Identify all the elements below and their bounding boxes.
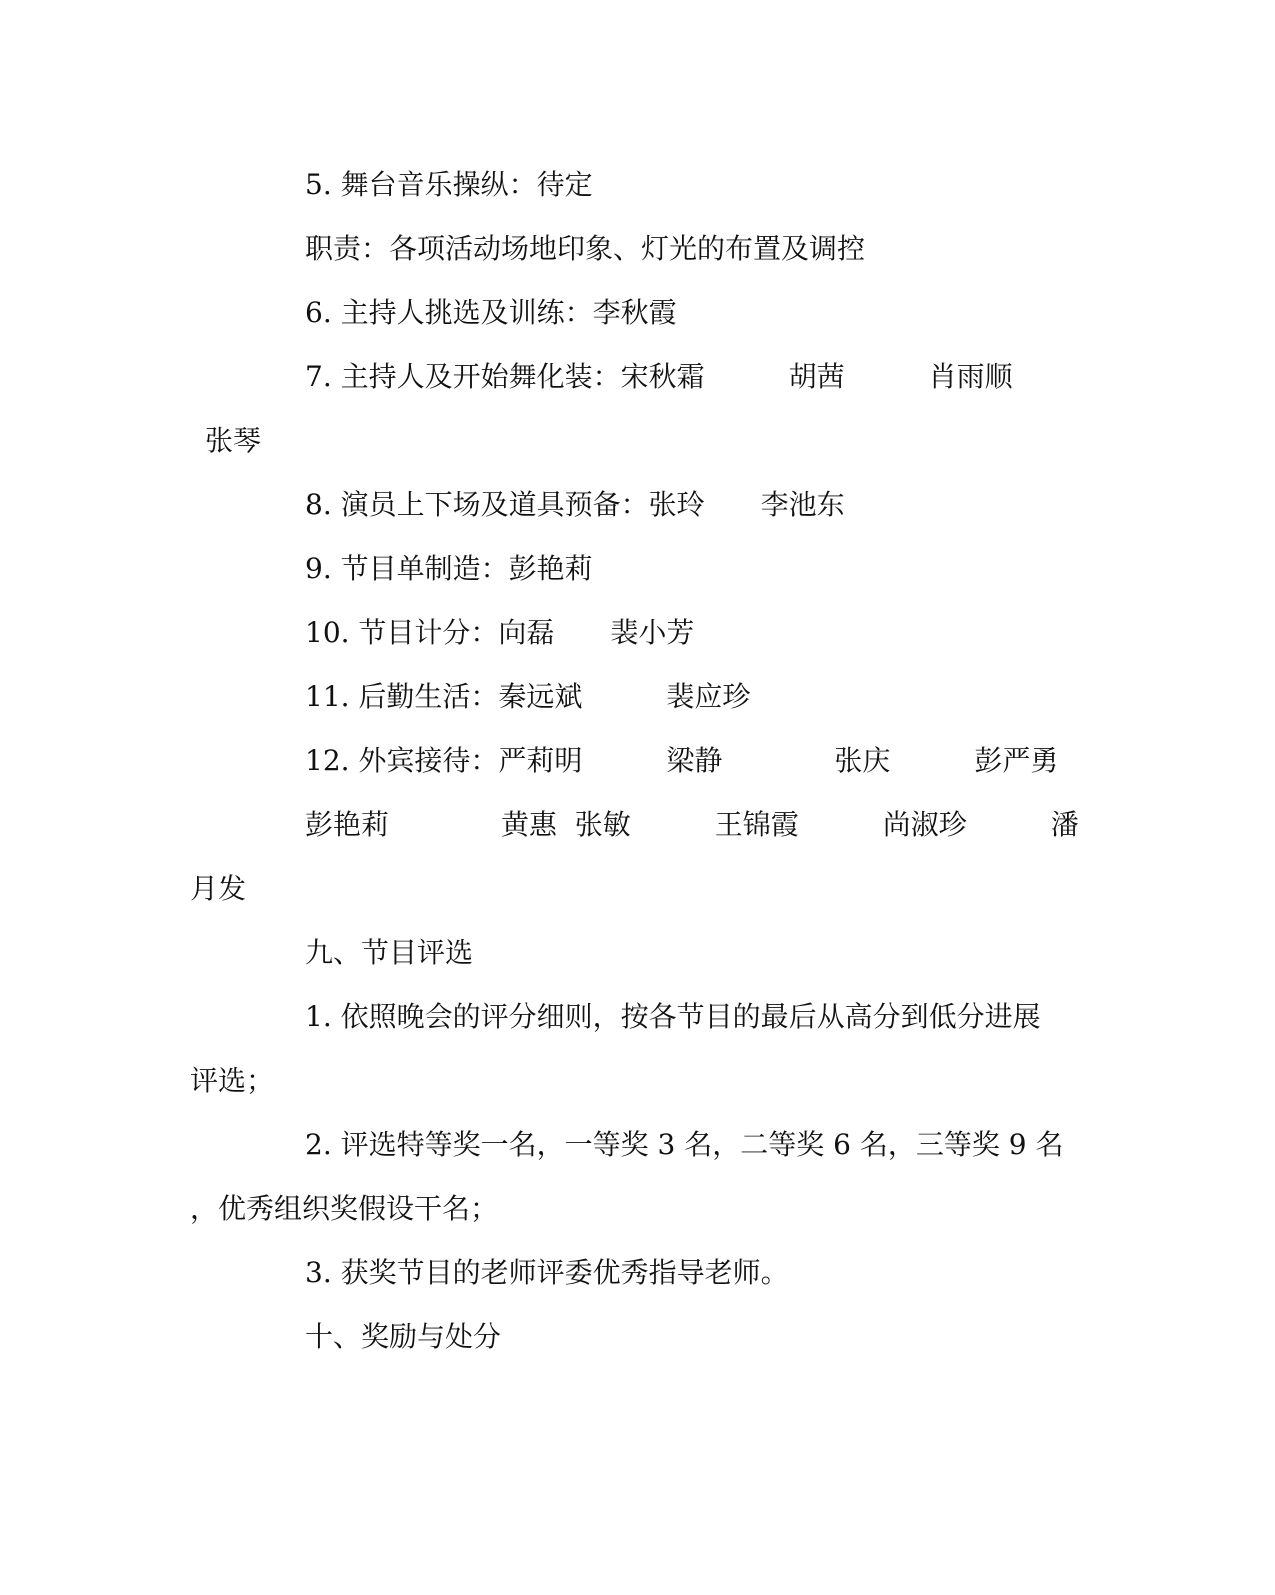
paragraph-actors-props: 8. 演员上下场及道具预备：张玲 李池东 [305,488,845,521]
paragraph-makeup-continued: 张琴 [205,424,262,457]
paragraph-duties: 职责：各项活动场地印象、灯光的布置及调控 [305,232,866,265]
paragraph-guest-reception: 12. 外宾接待：严莉明 梁静 张庆 彭严勇 [305,744,1059,777]
paragraph-selection-rule-2: 2. 评选特等奖一名，一等奖 3 名，二等奖 6 名，三等奖 9 名 [305,1128,1064,1161]
paragraph-scoring: 10. 节目计分：向磊 裴小芳 [305,616,695,649]
paragraph-selection-rule-1: 1. 依照晚会的评分细则，按各节目的最后从高分到低分进展 [305,1000,1041,1033]
paragraph-guest-reception-names: 彭艳莉 黄惠 张敏 王锦霞 尚淑珍 潘 [305,808,1079,841]
paragraph-logistics: 11. 后勤生活：秦远斌 裴应珍 [305,680,751,713]
paragraph-selection-rule-2-continued: ，优秀组织奖假设干名； [190,1192,499,1225]
paragraph-guest-reception-continued: 月发 [190,872,247,905]
paragraph-host-selection: 6. 主持人挑选及训练：李秋霞 [305,296,677,329]
paragraph-makeup: 7. 主持人及开始舞化装：宋秋霜 胡茜 肖雨顺 [305,360,1013,393]
paragraph-selection-rule-3: 3. 获奖节目的老师评委优秀指导老师。 [305,1256,789,1289]
paragraph-program-list: 9. 节目单制造：彭艳莉 [305,552,593,585]
section-heading-program-selection: 九、节目评选 [305,936,474,969]
section-heading-rewards-penalties: 十、奖励与处分 [305,1320,502,1353]
paragraph-selection-rule-1-continued: 评选； [190,1064,275,1097]
paragraph-stage-music: 5. 舞台音乐操纵：待定 [305,168,593,201]
